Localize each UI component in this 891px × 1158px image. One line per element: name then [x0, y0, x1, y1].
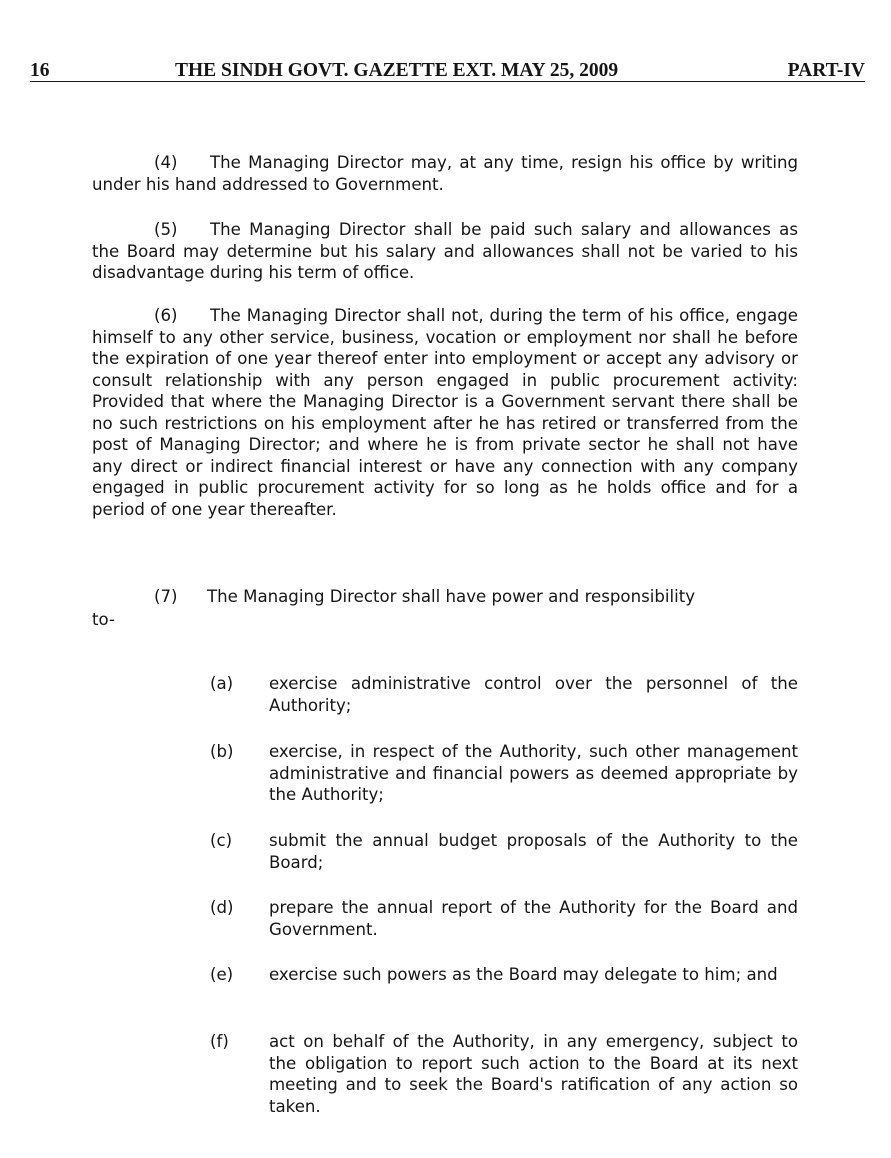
clause-label: (f) — [210, 1032, 229, 1051]
paragraph-7-line-1: The Managing Director shall have power and responsibility — [207, 587, 696, 606]
paragraph-4 — [92, 152, 798, 195]
clause-label: (d) — [210, 898, 234, 917]
clause-text: act on behalf of the Authority, in any emergency, subject to the obligation to report such action to the Board at its next meeting and to seek the Board's ratification of any action so taken. — [269, 1032, 798, 1116]
paragraph-7-intro — [92, 586, 798, 630]
clause-text: exercise administrative control over the personnel of the Authority; — [269, 674, 798, 715]
paragraph-text: The Managing Director shall not, during the term of his office, engage himself to any other service, business, vocation or employment nor shall he before the expiration of one year thereof enter into employment or accept any advisory or consult relationship with any person engaged in public procurement activity: Provided that where the Managing Director is a Government servant there shall be no such restrictions on his employment after he has retired or transferred from the post of Managing Director; and where he is from private sector he shall not have any direct or indirect financial interest or have any connection with any company engaged in public procurement activity for so long as he holds office and for a period of one year thereafter. — [92, 306, 798, 519]
paragraph-text: The Managing Director shall be paid such salary and allowances as the Board may determine but his salary and allowances shall not be varied to his disadvantage during his term of office. — [92, 220, 798, 282]
clause-item-b — [210, 741, 798, 806]
paragraph-6 — [92, 305, 798, 520]
part-label: PART-IV — [787, 60, 865, 81]
clause-item-d — [210, 897, 798, 940]
paragraph-number: (7) — [154, 587, 178, 606]
header-rule — [30, 81, 865, 82]
clause-item-c — [210, 830, 798, 873]
clause-text: prepare the annual report of the Authority for the Board and Government. — [269, 898, 798, 939]
page-number: 16 — [30, 60, 50, 81]
clause-item-f — [210, 1031, 798, 1117]
paragraph-number: (6) — [154, 306, 178, 325]
paragraph-number: (4) — [154, 153, 178, 172]
clause-label: (a) — [210, 674, 234, 693]
clause-label: (e) — [210, 965, 234, 984]
gazette-title: THE SINDH GOVT. GAZETTE EXT. MAY 25, 2009 — [175, 60, 619, 81]
paragraph-text: The Managing Director may, at any time, resign his office by writing under his hand addressed to Government. — [92, 153, 798, 194]
clause-text: submit the annual budget proposals of the Authority to the Board; — [269, 831, 798, 872]
clause-item-e — [210, 964, 798, 986]
paragraph-number: (5) — [154, 220, 178, 239]
clause-label: (b) — [210, 742, 234, 761]
clause-item-a — [210, 673, 798, 716]
clause-text: exercise such powers as the Board may delegate to him; and — [269, 965, 778, 984]
clause-label: (c) — [210, 831, 233, 850]
paragraph-7-line-2: to- — [92, 610, 115, 629]
clause-text: exercise, in respect of the Authority, such other management administrative and financial powers as deemed appropriate by the Authority; — [269, 742, 798, 804]
paragraph-5 — [92, 219, 798, 284]
